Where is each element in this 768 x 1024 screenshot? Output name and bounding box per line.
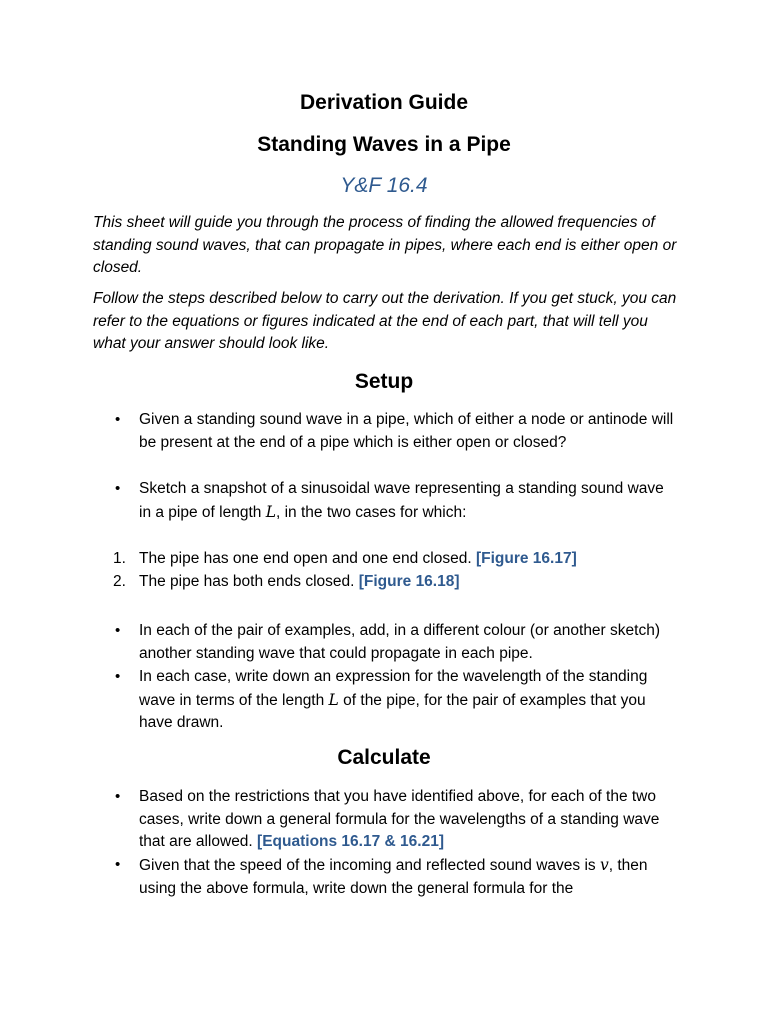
- setup-numbered-item-2: [139, 571, 679, 594]
- intro-paragraph-2: Follow the steps described below to carry out the derivation. If you get stuck, you can refer to the equations or figures indicated at the end of each part, that will tell you what your answer should look like.: [93, 290, 677, 352]
- variable-v: v: [599, 856, 609, 874]
- calculate-bullet-2-text: Given that the speed of the incoming and reflected sound waves is: [139, 857, 600, 874]
- setup-bullet-2: [139, 478, 679, 524]
- figure-reference-16-18: [Figure 16.18]: [358, 573, 460, 590]
- setup-bullet-4: [139, 666, 679, 735]
- numbered-item-1-text: The pipe has one end open and one end closed.: [139, 550, 476, 567]
- figure-reference-16-17: [Figure 16.17]: [475, 550, 577, 567]
- calculate-bullet-2-text-end: , then using the above formula, write down the general formula for the: [139, 857, 648, 897]
- bullet-icon: •: [115, 411, 121, 428]
- setup-numbered-item-1: [139, 548, 679, 571]
- variable-L: L: [265, 502, 276, 521]
- intro-paragraph-1: This sheet will guide you through the process of finding the allowed frequencies of standing sound waves, that can propagate in pipes, where each end is either open or closed.: [93, 214, 677, 276]
- calculate-bullet-2: [139, 854, 679, 900]
- setup-bullet-2-text-end: , in the two cases for which:: [275, 503, 467, 521]
- numbered-item-2-text: The pipe has both ends closed.: [139, 573, 359, 590]
- setup-bullet-1: Given a standing sound wave in a pipe, which of either a node or antinode will be present at the end of a pipe which is either open or closed?: [139, 411, 674, 451]
- document-subtitle: Standing Waves in a Pipe: [257, 133, 511, 156]
- list-number: 2.: [113, 573, 126, 590]
- document-title: Derivation Guide: [299, 91, 469, 114]
- section-heading-calculate: Calculate: [337, 746, 431, 769]
- list-number: 1.: [113, 550, 126, 567]
- bullet-icon: •: [115, 788, 121, 805]
- textbook-reference: Y&F 16.4: [340, 174, 428, 197]
- calculate-bullet-1-text: Based on the restrictions that you have identified above, for each of the two cases, write down a general formula for the wavelengths of a standing wave that are allowed.: [139, 788, 660, 850]
- bullet-icon: •: [115, 622, 121, 639]
- bullet-icon: •: [115, 856, 121, 873]
- setup-bullet-3: In each of the pair of examples, add, in a different colour (or another sketch) another standing wave that could propagate in each pipe.: [139, 622, 660, 662]
- setup-bullet-4-text: In each case, write down an expression for the wavelength of the standing wave in terms of the length: [139, 668, 648, 709]
- equation-reference: [Equations 16.17 & 16.21]: [257, 833, 444, 850]
- setup-bullet-2-text: Sketch a snapshot of a sinusoidal wave representing a standing sound wave in a pipe of length: [139, 480, 664, 521]
- bullet-icon: •: [115, 480, 121, 497]
- setup-bullet-4-text-end: of the pipe, for the pair of examples that you have drawn.: [139, 691, 646, 731]
- calculate-bullet-1: [139, 786, 679, 854]
- variable-L: L: [328, 690, 339, 709]
- section-heading-setup: Setup: [354, 370, 414, 393]
- bullet-icon: •: [115, 668, 121, 685]
